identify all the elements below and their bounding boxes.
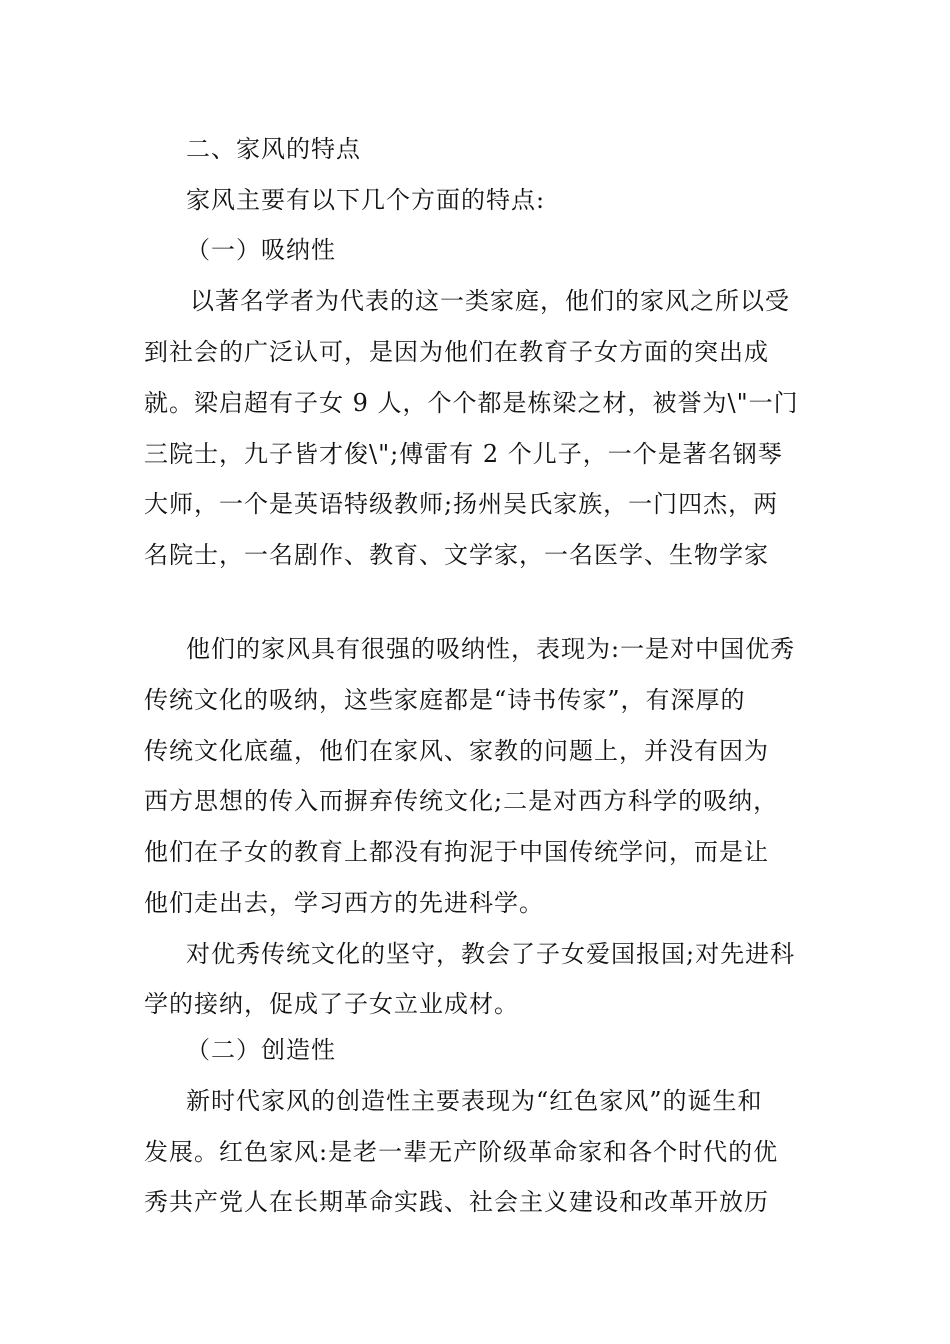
paragraph-line: 他们在子女的教育上都没有拘泥于中国传统学问，而是让 [144,838,769,866]
paragraph-line: 大师，一个是英语特级教师;扬州吴氏家族，一门四杰，两 [144,490,779,518]
paragraph-line: 学的接纳，促成了子女立业成材。 [144,990,519,1018]
subsection-heading: （一）吸纳性 [186,236,336,264]
paragraph-line: 家风主要有以下几个方面的特点: [186,186,546,214]
section-heading: 二、家风的特点 [186,135,361,163]
paragraph-line: 到社会的广泛认可，是因为他们在教育子女方面的突出成 [144,338,769,366]
paragraph-line: 他们的家风具有很强的吸纳性，表现为:一是对中国优秀 [186,635,796,663]
paragraph-line: 传统文化底蕴，他们在家风、家教的问题上，并没有因为 [144,737,769,765]
paragraph-line: 传统文化的吸纳，这些家庭都是“诗书传家”，有深厚的 [144,686,746,714]
paragraph-line: 秀共产党人在长期革命实践、社会主义建设和改革开放历 [144,1188,769,1216]
paragraph-line: 对优秀传统文化的坚守，教会了子女爱国报国;对先进科 [186,940,796,968]
paragraph-line: 名院士，一名剧作、教育、文学家，一名医学、生物学家 [144,541,769,569]
subsection-heading: （二）创造性 [186,1036,336,1064]
paragraph-line: 发展。红色家风:是老一辈无产阶级革命家和各个时代的优 [144,1138,779,1166]
paragraph-line: 三院士，九子皆才俊\";傅雷有 2 个儿子，一个是著名钢琴 [144,440,783,468]
paragraph-line: 就。梁启超有子女 9 人，个个都是栋梁之材，被誉为\"一门 [144,389,799,417]
paragraph-line: 以著名学者为代表的这一类家庭，他们的家风之所以受 [190,287,790,315]
paragraph-line: 新时代家风的创造性主要表现为“红色家风”的诞生和 [186,1087,763,1115]
paragraph-line: 他们走出去，学习西方的先进科学。 [144,889,544,917]
paragraph-line: 西方思想的传入而摒弃传统文化;二是对西方科学的吸纳， [144,787,779,815]
